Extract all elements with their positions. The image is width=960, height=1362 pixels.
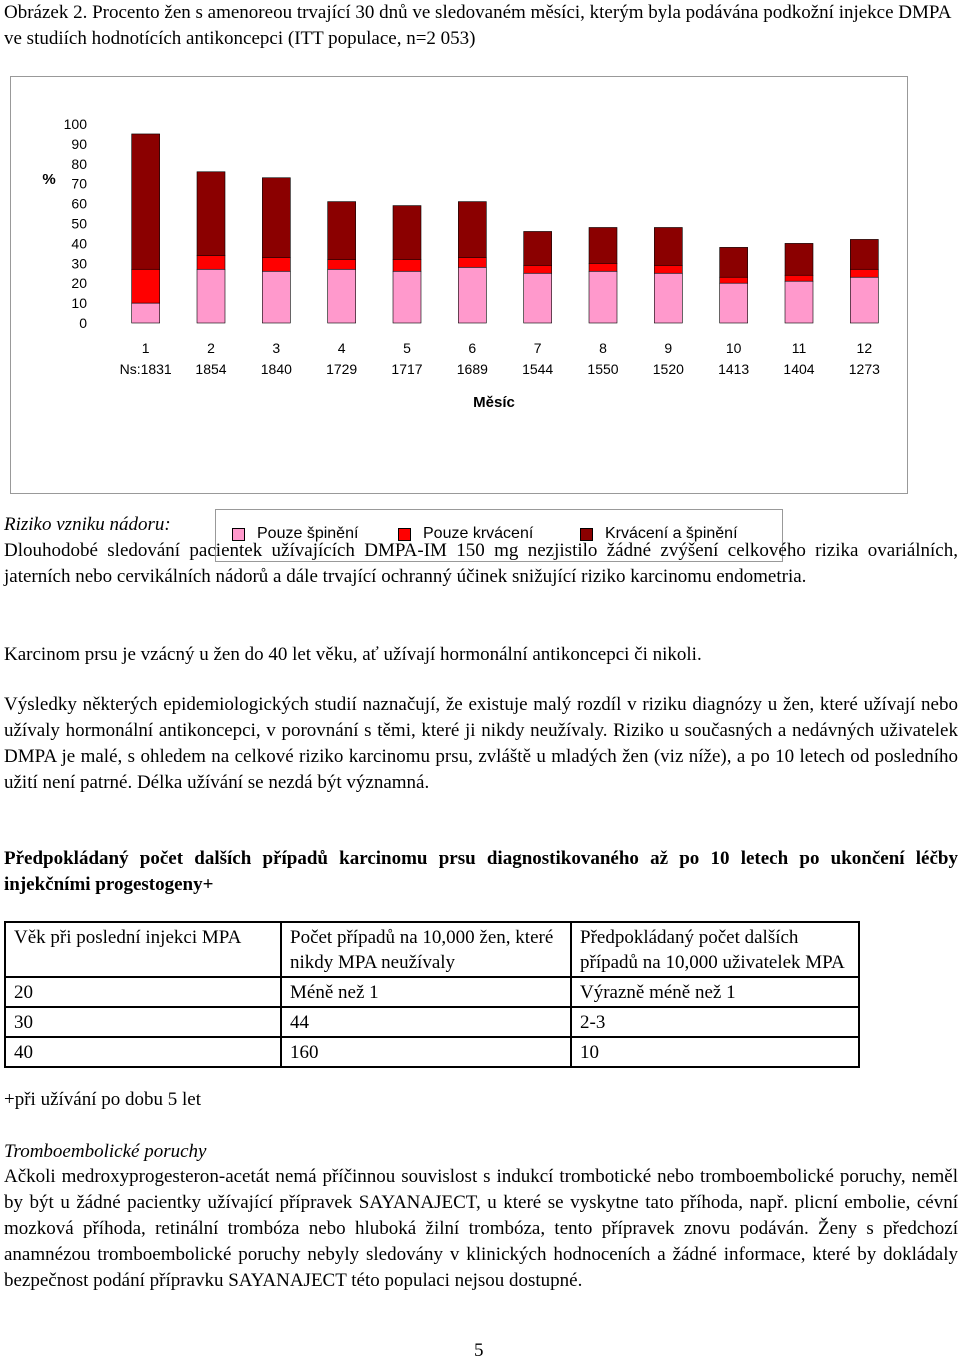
table-cell: 30: [5, 1007, 281, 1037]
x-tick-label: 2: [207, 340, 215, 356]
x-n-label: 1689: [456, 361, 488, 377]
x-n-label: 1404: [783, 361, 815, 377]
bar-segment: [328, 202, 356, 260]
bar-segment: [197, 255, 225, 269]
table-cell: 44: [281, 1007, 571, 1037]
legend-label: Pouze špinění: [257, 525, 359, 542]
bar-segment: [262, 178, 290, 258]
bar-segment: [589, 271, 617, 323]
bar-segment: [132, 303, 160, 323]
x-tick-label: 3: [272, 340, 281, 356]
bar-segment: [850, 277, 878, 323]
y-axis-label: %: [42, 171, 56, 188]
bar-segment: [654, 273, 682, 323]
y-tick-label: 60: [71, 195, 87, 212]
x-n-label: 1544: [522, 361, 554, 377]
bar-segment: [785, 275, 813, 281]
bar-segment: [785, 243, 813, 275]
table-header-cell: Věk při poslední injekci MPA: [5, 922, 281, 977]
y-tick-label: 90: [71, 135, 87, 152]
table-cell: 160: [281, 1037, 571, 1067]
bar-segment: [654, 227, 682, 265]
y-tick-label: 80: [71, 155, 87, 172]
cancer-risk-paragraph-1: Dlouhodobé sledování pacientek užívajících DMPA-IM 150 mg nezjistilo žádné zvýšení celkového rizika ovariálních, jaterních nebo cervikálních nádorů a dále trvající ochranný účinek snižující riziko karcinomu endometria.: [4, 540, 958, 587]
table-header-cell: Předpokládaný počet dalších případů na 10,000 uživatelek MPA: [571, 922, 859, 977]
x-tick-label: 11: [791, 340, 807, 356]
bar-segment: [720, 277, 748, 283]
table-cell: 40: [5, 1037, 281, 1067]
table-row: [5, 1007, 859, 1037]
table-cell: 2-3: [571, 1007, 859, 1037]
x-tick-label: 9: [664, 340, 673, 356]
bar-segment: [850, 239, 878, 269]
bar-segment: [850, 269, 878, 277]
bar-segment: [328, 259, 356, 269]
x-n-label: 1520: [652, 361, 684, 377]
bar-segment: [197, 172, 225, 256]
table-cell: 10: [571, 1037, 859, 1067]
y-tick-label: 100: [63, 116, 87, 132]
bar-segment: [393, 259, 421, 271]
y-tick-label: 30: [71, 255, 87, 272]
x-n-label: Ns:1831: [119, 361, 172, 377]
thrombo-paragraph: Ačkoli medroxyprogesteron-acetát nemá příčinnou souvislost s indukcí trombotické nebo tromboembolické poruchy, neměl by být u žádné pacientky užívající přípravek SAYANAJECT, u které se vyskytne tato příhoda, např. plicní embolie, cévní mozková příhoda, retinální trombóza nebo hluboká žilní trombóza, tento přípravek znovu podáván. Ženy s předchozí anamnézou tromboembolické poruchy nebyly sledovány v klinických hodnoceních a žádné informace, které by dokládaly bezpečnost podání přípravku SAYANAJECT této populaci nejsou dostupné.: [4, 1166, 958, 1291]
page-number: 5: [474, 1340, 484, 1361]
x-tick-label: 8: [599, 340, 607, 356]
bar-segment: [262, 257, 290, 271]
x-tick-label: 5: [403, 340, 411, 356]
figure-caption: [4, 0, 956, 52]
bar-segment: [654, 265, 682, 273]
x-tick-label: 6: [468, 340, 477, 356]
bar-segment: [393, 271, 421, 323]
bar-segment: [262, 271, 290, 323]
table-header-cell: Počet případů na 10,000 žen, které nikdy MPA neužívaly: [281, 922, 571, 977]
bar-segment: [132, 269, 160, 303]
caption-text: Procento žen s amenoreou trvající 30 dnů ve sledovaném měsíci, kterým byla podávána podkožní injekce DMPA ve studiích hodnotících antikoncepci (ITT populace, n=2 053): [4, 2, 951, 49]
x-n-label: 1854: [195, 361, 227, 377]
x-tick-label: 1: [141, 340, 150, 356]
bar-segment: [132, 134, 160, 269]
table-row: [5, 977, 859, 1007]
x-n-label: 1413: [718, 361, 750, 377]
bar-segment: [720, 247, 748, 277]
thrombo-heading: Tromboembolické poruchy: [4, 1141, 207, 1162]
x-tick-label: 4: [337, 340, 346, 356]
breast-cancer-risk-table: [4, 921, 860, 1068]
caption-label: Obrázek 2.: [4, 2, 88, 23]
bar-segment: [720, 283, 748, 323]
legend-label: Krvácení a špinění: [605, 525, 738, 542]
x-n-label: 1273: [848, 361, 880, 377]
x-tick-label: 10: [725, 340, 742, 356]
table-cell: Méně než 1: [281, 977, 571, 1007]
y-tick-label: 20: [71, 275, 87, 292]
bar-segment: [393, 206, 421, 260]
x-n-label: 1717: [391, 361, 423, 377]
bar-segment: [524, 231, 552, 265]
y-tick-label: 40: [71, 235, 87, 252]
y-tick-label: 10: [71, 295, 87, 312]
table-cell: Výrazně méně než 1: [571, 977, 859, 1007]
y-tick-label: 0: [79, 315, 87, 331]
bar-segment: [785, 281, 813, 323]
cancer-risk-heading: Riziko vzniku nádoru:: [4, 514, 171, 535]
x-n-label: 1550: [587, 361, 619, 377]
x-n-label: 1729: [326, 361, 358, 377]
table-cell: 20: [5, 977, 281, 1007]
breast-cancer-paragraph: Karcinom prsu je vzácný u žen do 40 let věku, ať užívají hormonální antikoncepci či nikoli.: [4, 644, 702, 665]
table-title: Předpokládaný počet dalších případů karcinomu prsu diagnostikovaného až po 10 letech po ukončení léčby injekčními progestogeny+: [4, 848, 958, 895]
bar-segment: [524, 273, 552, 323]
bar-segment: [524, 265, 552, 273]
y-tick-label: 70: [71, 175, 87, 192]
bar-segment: [589, 263, 617, 271]
bar-segment: [589, 227, 617, 263]
x-tick-label: 12: [856, 340, 873, 356]
legend-label: Pouze krvácení: [423, 525, 534, 542]
bar-segment: [458, 257, 486, 267]
table-footnote: +při užívání po dobu 5 let: [4, 1089, 201, 1110]
bar-segment: [458, 202, 486, 258]
x-n-label: 1840: [260, 361, 292, 377]
x-axis-label: Měsíc: [473, 394, 515, 411]
epidemiology-paragraph: Výsledky některých epidemiologických studií naznačují, že existuje malý rozdíl v riziku diagnózy u žen, které užívají nebo užívaly hormonální antikoncepci, v porovnání s těmi, které ji nikdy neužívaly. Riziko u současných a nedávných uživatelek DMPA je malé, s ohledem na celkové riziko karcinomu prsu, zvláště u mladých žen (viz níže), a po 10 letech od posledního užití není patrné. Délka užívání se nezdá být významná.: [4, 694, 958, 793]
y-tick-label: 50: [71, 215, 87, 232]
bar-segment: [458, 267, 486, 323]
bar-segment: [197, 269, 225, 323]
table-row: [5, 1037, 859, 1067]
x-tick-label: 7: [533, 340, 542, 356]
bar-segment: [328, 269, 356, 323]
amenorrhea-chart: [11, 77, 909, 495]
table-header-row: [5, 922, 859, 977]
